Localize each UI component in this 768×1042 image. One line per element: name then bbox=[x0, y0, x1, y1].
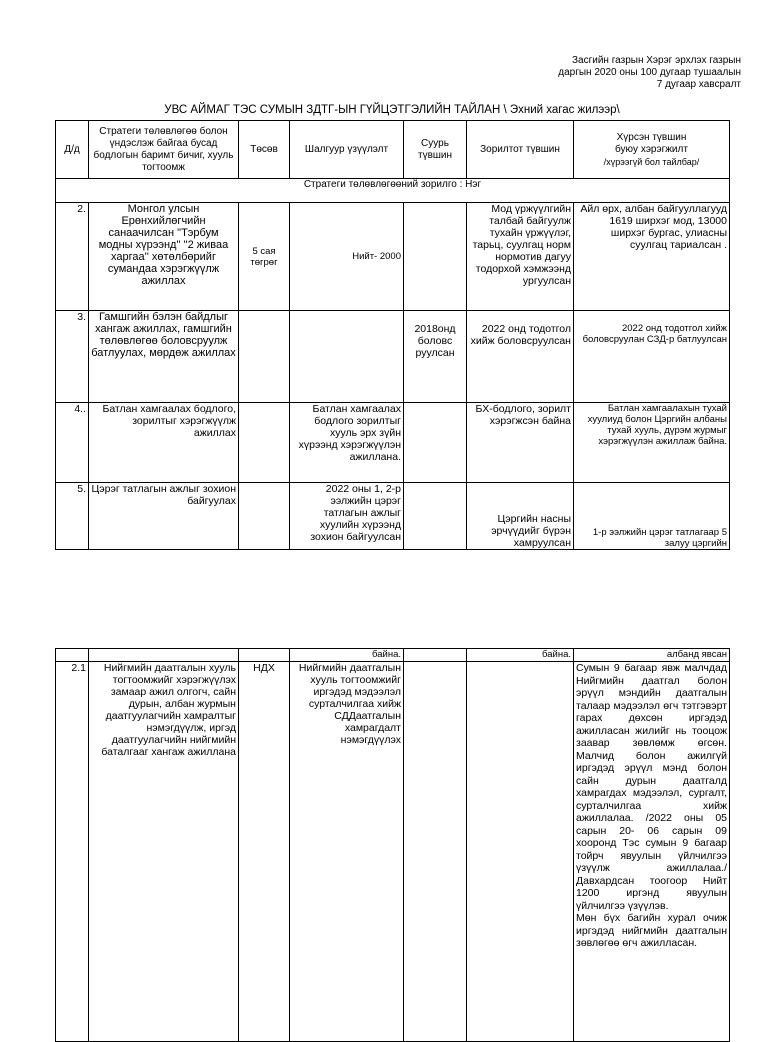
cont-target: байна. bbox=[467, 649, 574, 662]
row-budget bbox=[239, 311, 290, 403]
row-indicator: Батлан хамгаалах бодлого зорилтыг хууль эрх зүйн хүрээнд хэрэгжүүлэн ажиллана. bbox=[290, 403, 404, 483]
appendix-reference bbox=[481, 55, 741, 91]
achieved-header-line-1: Хүрсэн түвшин bbox=[616, 131, 687, 143]
cont-number bbox=[56, 649, 89, 662]
row-achieved: Батлан хамгаалахын тухай хуулиуд болон Цэргийн албаны тухай хууль, дүрэм журмыг хэрэгжүүлэн ажиллаж байна. bbox=[574, 403, 730, 483]
row-baseline bbox=[404, 403, 467, 483]
row-budget: 5 сая төгрөг bbox=[239, 203, 290, 311]
appendix-line-1: Засгийн газрын Хэрэг эрхлэх газрын bbox=[572, 55, 741, 66]
table-row bbox=[56, 203, 730, 311]
table-row bbox=[56, 483, 730, 550]
col-number-header: Д/д bbox=[56, 121, 89, 179]
row-baseline: 2018онд боловс руулсан bbox=[404, 311, 467, 403]
appendix-line-3: 7 дугаар хавсралт bbox=[656, 79, 741, 90]
continuation-row bbox=[56, 649, 730, 662]
row-number: 5. bbox=[56, 483, 89, 550]
row-achieved: Айл өрх, албан байгууллагууд 1619 ширхэг мод, 13000 ширхэг бургас, улиасны суулгац тариалсан . bbox=[574, 203, 730, 311]
achieved-header-line-3: /хүрээгүй бол тайлбар/ bbox=[603, 156, 700, 167]
cont-achieved: албанд явсан bbox=[574, 649, 730, 662]
col-achieved-header bbox=[574, 121, 730, 179]
goal-row bbox=[56, 179, 730, 203]
row-number: 4.. bbox=[56, 403, 89, 483]
table-row bbox=[56, 311, 730, 403]
row-achieved bbox=[574, 662, 730, 1042]
goal-cell: Стратеги төлөвлөгөөний зорилго : Нэг bbox=[56, 179, 730, 203]
row-indicator: 2022 оны 1, 2-р ээлжийн цэрэг татлагын ажлыг хуулийн хүрээнд зохион байгуулсан bbox=[290, 483, 404, 550]
row-achieved: 2022 онд тодотгол хийж боловсруулан СЗД-р батлуулсан bbox=[574, 311, 730, 403]
achieved-header-line-2: буюу хэрэгжилт bbox=[615, 143, 688, 155]
performance-table-continued bbox=[55, 648, 730, 1042]
col-indicator-header: Шалгуур үзүүлэлт bbox=[290, 121, 404, 179]
row-policy: Нийгмийн даатгалын хууль тогтоомжийг хэрэгжүүлэх замаар ажил олгогч, сайн дурын, албан журмын даатгуулагчийн хамралтыг нэмэгдүүлж, иргэд даатгуулагчийн нийгмийн баталгааг хангаж ажиллана bbox=[89, 662, 239, 1042]
row-budget: НДХ bbox=[239, 662, 290, 1042]
col-baseline-header: Суурь түвшин bbox=[404, 121, 467, 179]
report-title: УВС АЙМАГ ТЭС СУМЫН ЗДТГ-ЫН ГҮЙЦЭТГЭЛИЙН ТАЙЛАН \ Эхний хагас жилээр\ bbox=[164, 104, 620, 116]
row-budget bbox=[239, 403, 290, 483]
table-row bbox=[56, 662, 730, 1042]
row-number: 2. bbox=[56, 203, 89, 311]
performance-table bbox=[55, 120, 730, 550]
appendix-line-2: даргын 2020 оны 100 дугаар тушаалын bbox=[558, 67, 741, 78]
header-row bbox=[56, 121, 730, 179]
row-policy: Батлан хамгаалах бодлого, зорилтыг хэрэгжүүлж ажиллах bbox=[89, 403, 239, 483]
row-policy: Цэрэг татлагын ажлыг зохион байгуулах bbox=[89, 483, 239, 550]
col-policy-header: Стратеги төлөвлөгөө болон үндэслэж байгаа бусад бодлогын баримт бичиг, хууль тогтоомж bbox=[89, 121, 239, 179]
col-target-header: Зорилтот түвшин bbox=[467, 121, 574, 179]
row-policy: Гамшгийн бэлэн байдлыг хангаж ажиллах, гамшгийн төлөвлөгөө боловсруулж батлуулах, мөрдөж ажиллах bbox=[89, 311, 239, 403]
cont-baseline bbox=[404, 649, 467, 662]
achieved-extra-text: Мөн бүх багийн хурал очиж иргэдэд нийгмийн даатгалын зөвлөгөө өгч ажилласан. bbox=[576, 912, 727, 949]
row-target bbox=[467, 662, 574, 1042]
row-policy: Монгол улсын Ерөнхийлөгчийн санаачилсан "Тэрбум модны хүрээнд" ''2 живаа харгаа'' хөтөлбөрийг сумандаа хэрэгжүүлж ажиллах bbox=[89, 203, 239, 311]
row-target: БХ-бодлого, зорилт хэрэгжсэн байна bbox=[467, 403, 574, 483]
table-row bbox=[56, 403, 730, 483]
row-indicator: Нийгмийн даатгалын хууль тогтоомжийг иргэдэд мэдээлэл сурталчилгаа хийж СДДаатгалын хамрагдалт нэмэгдүүлэх bbox=[290, 662, 404, 1042]
row-baseline bbox=[404, 662, 467, 1042]
row-target: Мод үржүүлгийн талбай байгуулж тухайн үржүүлэг, тарьц, суулгац норм нормотив дагуу тодорхой хэмжээнд ургуулсан bbox=[467, 203, 574, 311]
achieved-main-text: Сумын 9 багаар явж малчдад Нийгмийн даатгал болон эрүүл мэндийн даатгалын талаар мэдээлэл өгч тэтгэвэрт гарах дөхсөн иргэдэд ажилласан жилийг нь тооцож заавар зөвлөмж өгсөн. Малчид болон ажилгүй иргэдэд эрүүл мэнд болон сайн дурын даатгалд хамрагдах мэдээлэл, сургалт, сурталчилгаа хийж ажиллалаа. /2022 оны 05 сарын 20- 06 сарын 09 хооронд Тэс сумын 9 багаар тойрч явуулын үйлчилгээ үзүүлж ажиллалаа./ Давхардсан тоогоор Нийт 1200 иргэнд явуулын үйлчилгээ үзүүлэв. bbox=[576, 662, 727, 912]
row-indicator: Нийт- 2000 bbox=[290, 203, 404, 311]
row-number: 2.1 bbox=[56, 662, 89, 1042]
row-indicator bbox=[290, 311, 404, 403]
row-achieved: 1-р ээлжийн цэрэг татлагаар 5 залуу цэргийн bbox=[574, 483, 730, 550]
row-baseline bbox=[404, 203, 467, 311]
row-target: 2022 онд тодотгол хийж боловсруулсан bbox=[467, 311, 574, 403]
cont-budget bbox=[239, 649, 290, 662]
row-target: Цэргийн насны эрчүүдийг бүрэн хамруулсан bbox=[467, 483, 574, 550]
cont-policy bbox=[89, 649, 239, 662]
cont-indicator: байна. bbox=[290, 649, 404, 662]
col-budget-header: Төсөв bbox=[239, 121, 290, 179]
row-baseline bbox=[404, 483, 467, 550]
row-number: 3. bbox=[56, 311, 89, 403]
row-budget bbox=[239, 483, 290, 550]
